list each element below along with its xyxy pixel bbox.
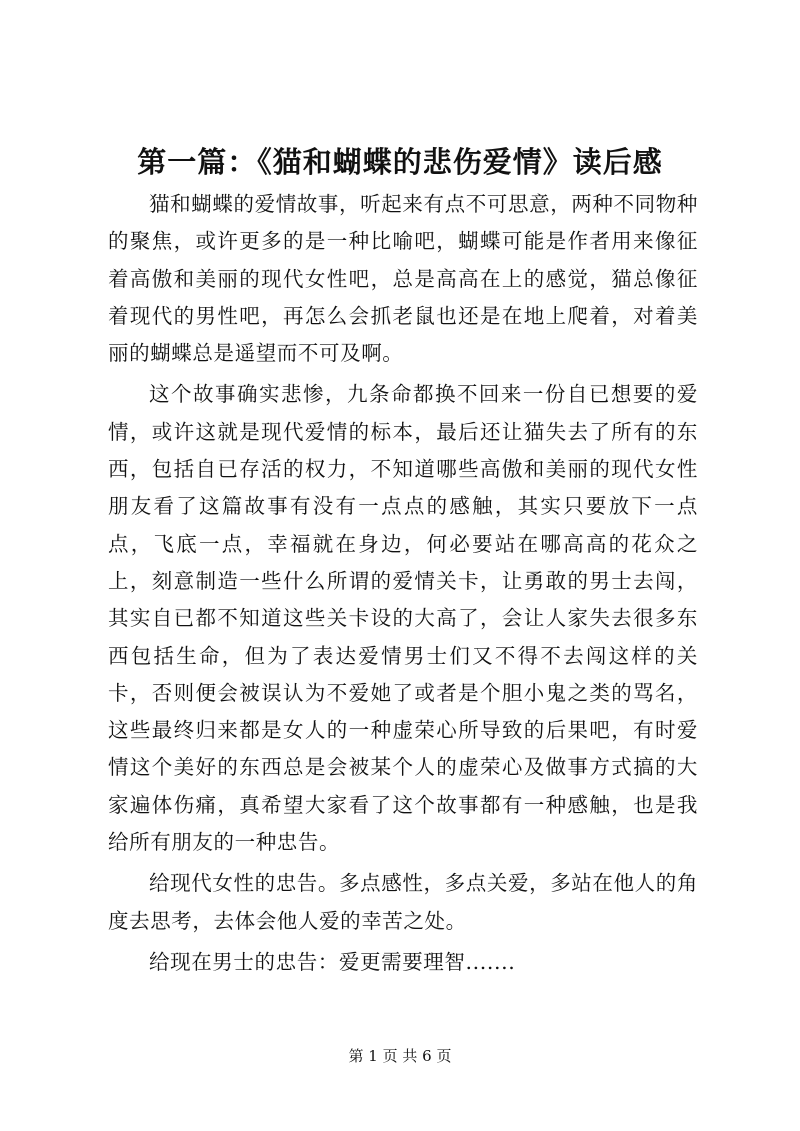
paragraph-3: 给现代女性的忠告。多点感性，多点关爱，多站在他人的角度去思考，去体会他人爱的幸苦之处。 — [108, 871, 698, 933]
page-number-footer: 第 1 页 共 6 页 — [348, 1047, 452, 1065]
paragraph-1: 猫和蝴蝶的爱情故事，听起来有点不可思意，两种不同物种的聚焦，或许更多的是一种比喻吧，蝴蝶可能是作者用来像征着高傲和美丽的现代女性吧，总是高高在上的感觉，猫总像征着现代的男性吧，再怎么会抓老鼠也还是在地上爬着，对着美丽的蝴蝶总是遥望而不可及啊。 — [108, 192, 698, 366]
document-title: 第一篇：《猫和蝴蝶的悲伤爱情》读后感 — [137, 145, 663, 179]
paragraph-4: 给现在男士的忠告：爱更需要理智....... — [149, 949, 516, 974]
paragraph-2: 这个故事确实悲惨，九条命都换不回来一份自已想要的爱情，或许这就是现代爱情的标本，最后还让猫失去了所有的东西，包括自已存活的权力，不知道哪些高傲和美丽的现代女性朋友看了这篇故事有没有一点点的感触，其实只要放下一点点，飞底一点，幸福就在身边，何必要站在哪高高的花众之上，刻意制造一些什么所谓的爱情关卡，让勇敢的男士去闯，其实自已都不知道这些关卡设的大高了，会让人家失去很多东西包括生命，但为了表达爱情男士们又不得不去闯这样的关卡，否则便会被误认为不爱她了或者是个胆小鬼之类的骂名，这些最终归来都是女人的一种虚荣心所导致的后果吧，有时爱情这个美好的东西总是会被某个人的虚荣心及做事方式搞的大家遍体伤痛，真希望大家看了这个故事都有一种感触，也是我给所有朋友的一种忠告。 — [108, 382, 698, 855]
document-body — [108, 186, 698, 981]
